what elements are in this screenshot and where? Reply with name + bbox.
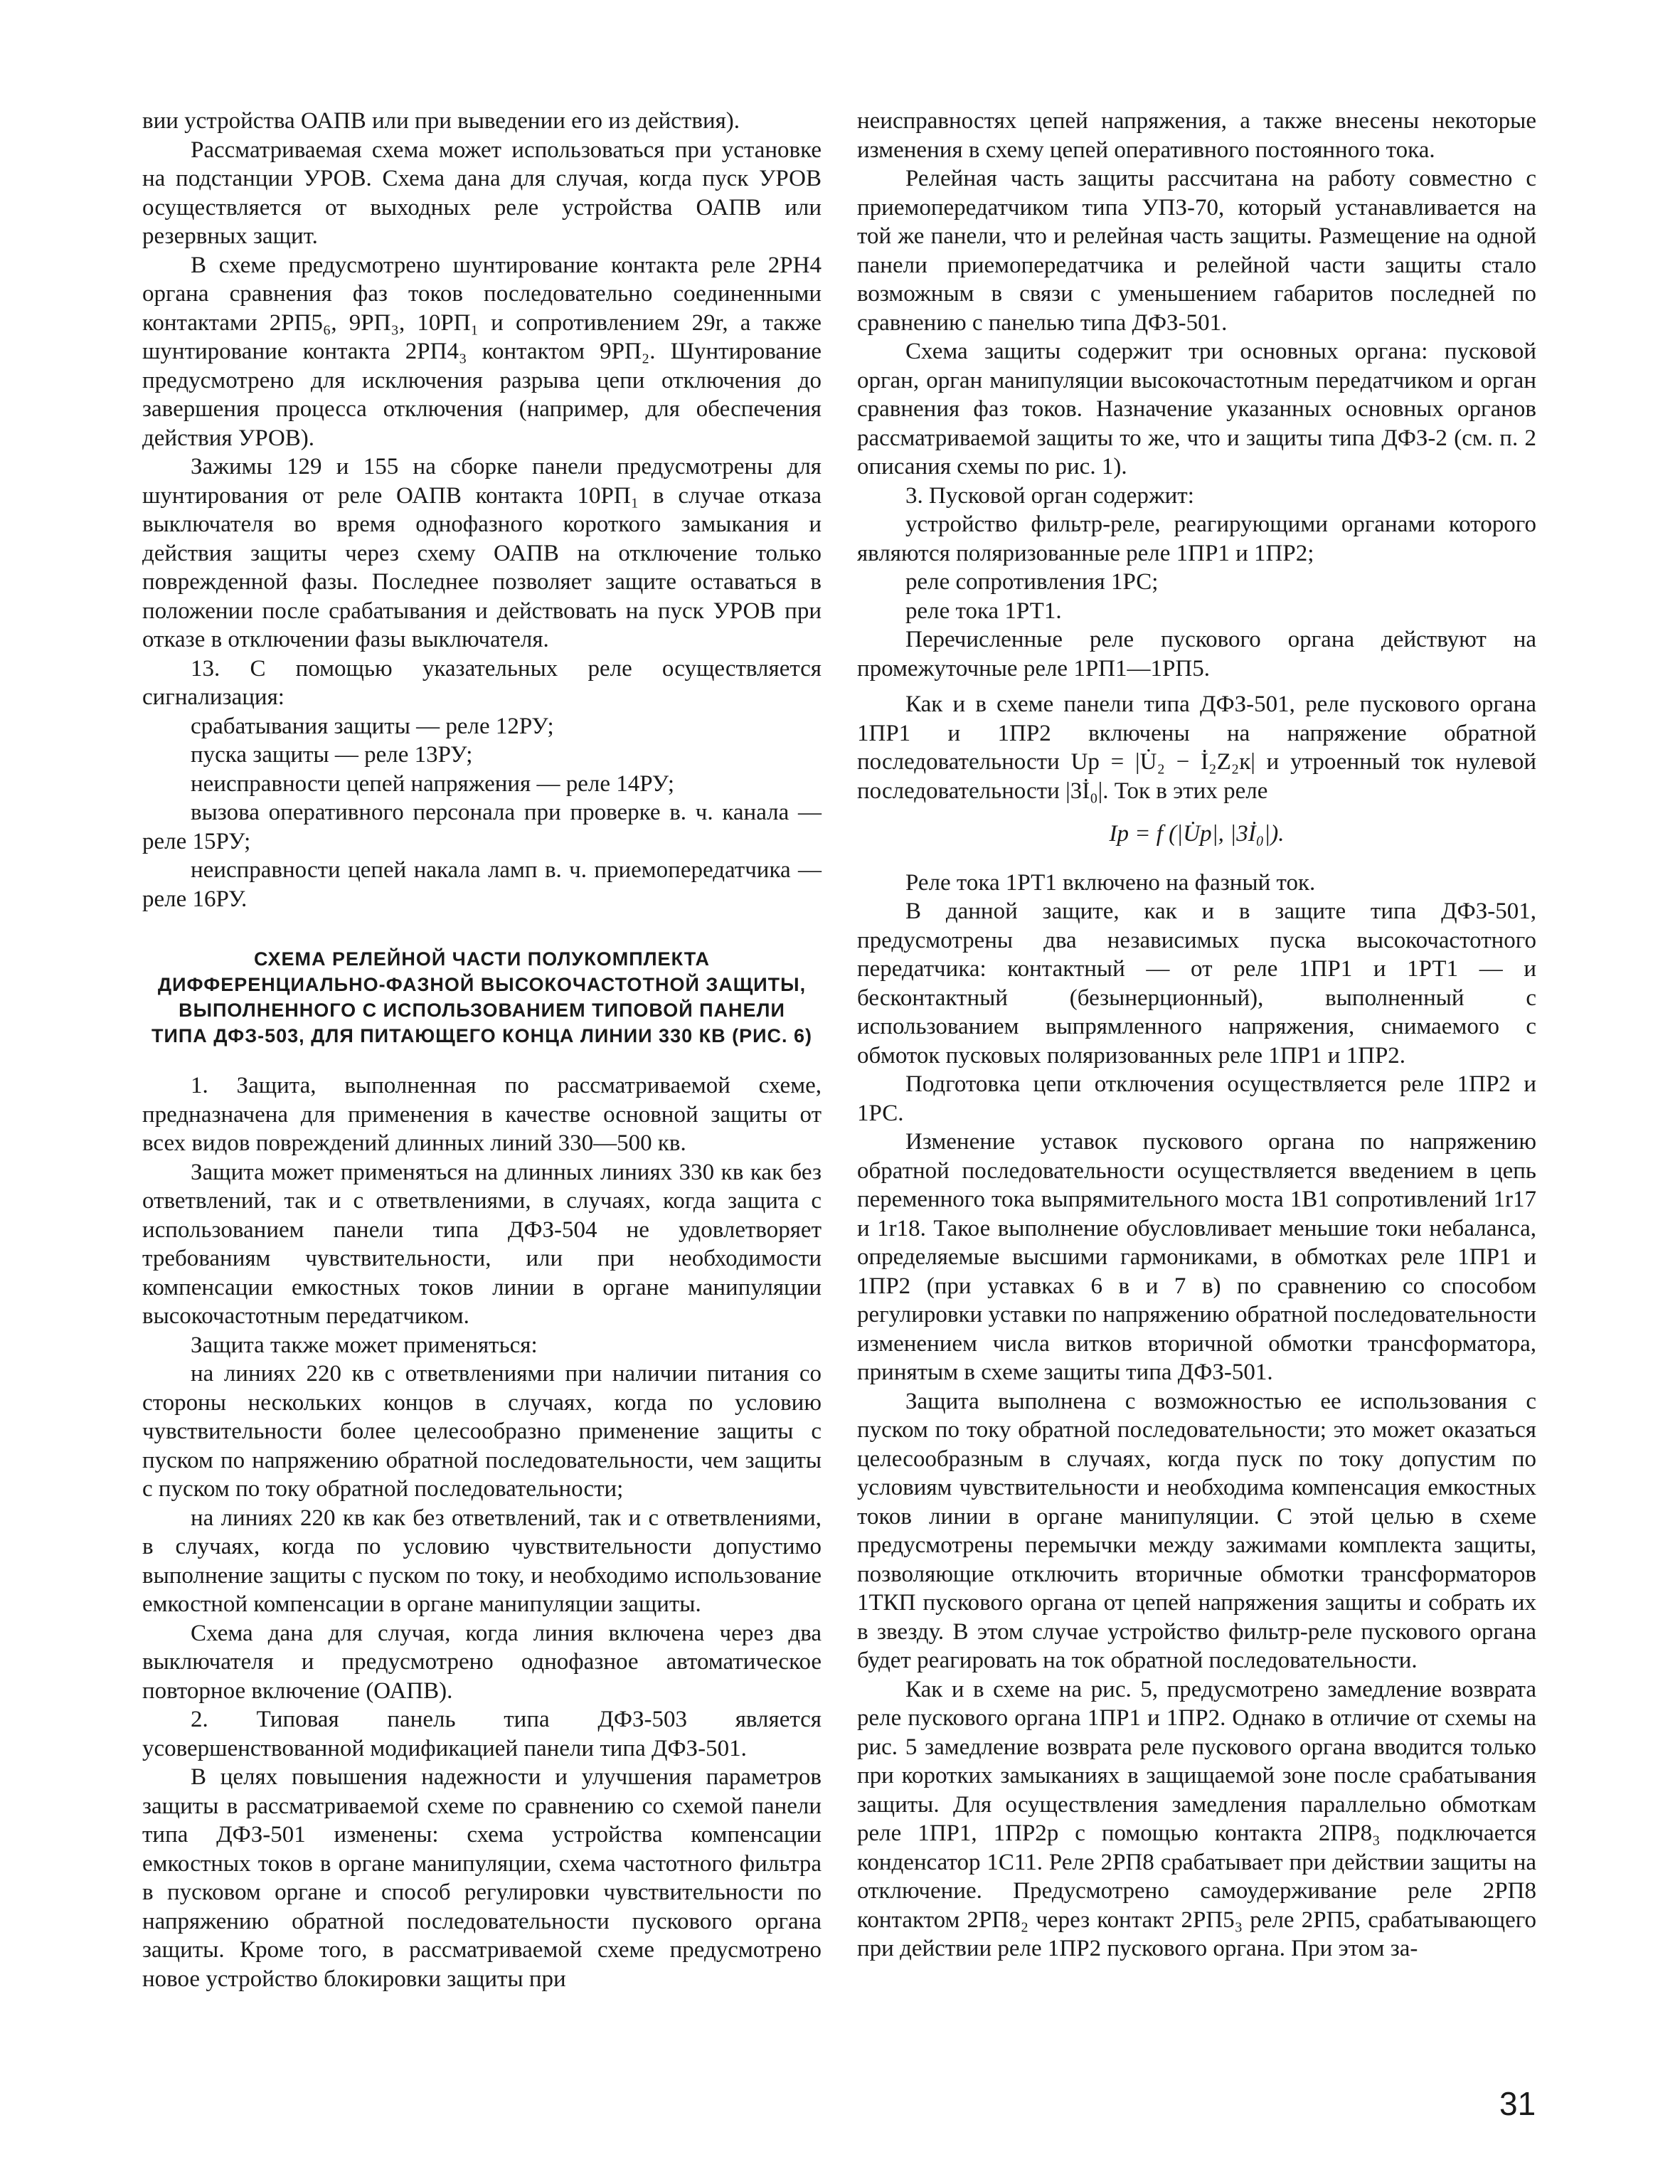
- paragraph: реле сопротивления 1РС;: [905, 569, 1159, 595]
- paragraph: Как и в схеме панели типа ДФЗ-501, реле пускового органа 1ПР1 и 1ПР2 включены на напряжение обратной последовательности Uр = |U̇₂ − İ₂Z₂к| и утроенный ток нулевой последовательности |3İ₀|. Ток в этих реле: [857, 691, 1536, 804]
- paragraph: Изменение уставок пускового органа по напряжению обратной последовательности осуществляется введением в цепь переменного тока выпрямительного моста 1В1 сопротивлений 1r17 и 1r18. Такое выполнение обусловливает меньшие токи небаланса, определяемые высшими гармониками, в обмотках реле 1ПР1 и 1ПР2 (при уставках 6 в и 7 в) по сравнению со способом регулировки уставки по напряжению обратной последовательности изменением числа витков вторичной обмотки трансформатора, принятым в схеме защиты типа ДФЗ-501.: [857, 1129, 1536, 1385]
- paragraph: Схема защиты содержит три основных органа: пусковой орган, орган манипуляции высокочастотным передатчиком и орган сравнения фаз токов. Назначение указанных основных органов рассматриваемой защиты то же, что и защиты типа ДФЗ-2 (см. п. 2 описания схемы по рис. 1).: [857, 339, 1536, 479]
- paragraph: 3. Пусковой орган содержит:: [905, 482, 1194, 509]
- paragraph: устройство фильтр-реле, реагирующими органами которого являются поляризованные реле 1ПР1 и 1ПР2;: [857, 511, 1536, 566]
- paragraph: Перечисленные реле пускового органа действуют на промежуточные реле 1РП1—1РП5.: [857, 627, 1536, 682]
- signal-list-item: вызова оперативного персонала при проверке в. ч. канала — реле 15РУ;: [142, 800, 822, 854]
- left-column: [142, 107, 822, 1993]
- right-column: [857, 107, 1536, 1963]
- paragraph: Как и в схеме на рис. 5, предусмотрено замедление возврата реле пускового органа 1ПР1 и 1ПР2. Однако в отличие от схемы на рис. 5 замедление возврата реле пускового органа вводится только при коротких замыканиях в защищаемой зоне после срабатывания защиты. Для осуществления замедления параллельно обмоткам реле 1ПР1, 1ПР2р с помощью контакта 2ПР8₃ подключается конденсатор 1С11. Реле 2РП8 срабатывает при действии защиты на отключение. Предусмотрено самоудерживание реле 2РП8 контактом 2РП8₂ через контакт 2РП5₃ реле 2РП5, срабатывающего при действии реле 1ПР2 пускового органа. При этом за-: [857, 1676, 1536, 1961]
- paragraph: 2. Типовая панель типа ДФЗ-503 является усовершенствованной модификацией панели типа ДФЗ-501.: [142, 1707, 822, 1761]
- signal-list-item: пуска защиты — реле 13РУ;: [191, 742, 473, 768]
- paragraph: неисправностях цепей напряжения, а также внесены некоторые изменения в схему цепей оперативного постоянного тока.: [857, 108, 1536, 163]
- signal-list-item: неисправности цепей напряжения — реле 14РУ;: [191, 770, 675, 797]
- signal-list-item: неисправности цепей накала ламп в. ч. приемопередатчика — реле 16РУ.: [142, 857, 822, 912]
- formula: Iр = f (|U̇р|, |3İ₀|).: [1109, 821, 1285, 847]
- paragraph: реле тока 1РТ1.: [905, 598, 1062, 624]
- paragraph: Зажимы 129 и 155 на сборке панели предусмотрены для шунтирования от реле ОАПВ контакта 10РП₁ в случае отказа выключателя во время однофазного короткого замыкания и действия защиты через схему ОАПВ на отключение только поврежденной фазы. Последнее позволяет защите оставаться в положении после срабатывания и действовать на пуск УРОВ при отказе в отключении фазы выключателя.: [142, 454, 822, 652]
- paragraph: Рассматриваемая схема может использоваться при установке на подстанции УРОВ. Схема дана для случая, когда пуск УРОВ осуществляется от выходных реле устройства ОАПВ или резервных защит.: [142, 137, 822, 249]
- page-number: 31: [1499, 2085, 1536, 2122]
- paragraph: 13. С помощью указательных реле осуществляется сигнализация:: [142, 655, 822, 710]
- paragraph: на линиях 220 кв как без ответвлений, так и с ответвлениями, в случаях, когда по условию чувствительности допустимо выполнение защиты с пуском по току, и необходимо использование емкостной компенсации в органе манипуляции защиты.: [142, 1505, 822, 1617]
- paragraph: Защита выполнена с возможностью ее использования с пуском по току обратной последовательности; это может оказаться целесообразным в случаях, когда пуск по току допустим по условиям чувствительности и необходима компенсация емкостных токов линии в органе манипуляции. С этой целью в схеме предусмотрены перемычки между зажимами комплекта защиты, позволяющие отключить вторичные обмотки трансформаторов 1ТКП пускового органа от цепей напряжения защиты и собрать их в звезду. В этом случае устройство фильтр-реле пускового органа будет реагировать на ток обратной последовательности.: [857, 1388, 1536, 1673]
- paragraph: 1. Защита, выполненная по рассматриваемой схеме, предназначена для применения в качестве основной защиты от всех видов повреждений длинных линий 330—500 кв.: [142, 1073, 822, 1156]
- signal-list-item: срабатывания защиты — реле 12РУ;: [191, 713, 554, 739]
- paragraph: Схема дана для случая, когда линия включена через два выключателя и предусмотрено однофазное автоматическое повторное включение (ОАПВ).: [142, 1620, 822, 1704]
- section-heading: СХЕМА РЕЛЕЙНОЙ ЧАСТИ ПОЛУКОМПЛЕКТА ДИФФЕРЕНЦИАЛЬНО-ФАЗНОЙ ВЫСОКОЧАСТОТНОЙ ЗАЩИТЫ, ВЫПОЛНЕННОГО С ИСПОЛЬЗОВАНИЕМ ТИПОВОЙ ПАНЕЛИ ТИПА ДФЗ-503, ДЛЯ ПИТАЮЩЕГО КОНЦА ЛИНИИ 330 КВ (РИС. 6): [151, 948, 812, 1046]
- paragraph: В данной защите, как и в защите типа ДФЗ-501, предусмотрены два независимых пуска высокочастотного передатчика: контактный — от реле 1ПР1 и 1РТ1 — и бесконтактный (безынерционный), выполненный с использованием выпрямленного напряжения, снимаемого с обмоток пусковых поляризованных реле 1ПР1 и 1ПР2.: [857, 898, 1536, 1069]
- paragraph: Защита также может применяться:: [191, 1332, 538, 1358]
- paragraph: Реле тока 1РТ1 включено на фазный ток.: [905, 869, 1316, 896]
- paragraph: Защита может применяться на длинных линиях 330 кв как без ответвлений, так и с ответвлениями, в случаях, когда защита с использованием панели типа ДФЗ-504 не удовлетворяет требованиям чувствительности, или при необходимости компенсации емкостных токов линии в органе манипуляции высокочастотным передатчиком.: [142, 1159, 822, 1329]
- paragraph: Подготовка цепи отключения осуществляется реле 1ПР2 и 1РС.: [857, 1071, 1536, 1126]
- paragraph: В схеме предусмотрено шунтирование контакта реле 2РН4 органа сравнения фаз токов последовательно соединенными контактами 2РП5₆, 9РП₃, 10РП₁ и сопротивлением 29r, а также шунтирование контакта 2РП4₃ контактом 9РП₂. Шунтирование предусмотрено для исключения разрыва цепи отключения до завершения процесса отключения (например, для обеспечения действия УРОВ).: [142, 252, 822, 451]
- paragraph: вии устройства ОАПВ или при выведении его из действия).: [142, 108, 740, 134]
- paragraph: на линиях 220 кв с ответвлениями при наличии питания со стороны нескольких концов в случаях, когда по условию чувствительности более целесообразно применение защиты с пуском по напряжению обратной последовательности, чем защиты с пуском по току обратной последовательности;: [142, 1361, 822, 1502]
- paragraph: Релейная часть защиты рассчитана на работу совместно с приемопередатчиком типа УПЗ-70, который устанавливается на той же панели, что и релейная часть защиты. Размещение на одной панели приемопередатчика и релейной части защиты стало возможным в связи с уменьшением габаритов последней по сравнению с панелью типа ДФЗ-501.: [857, 166, 1536, 336]
- paragraph: В целях повышения надежности и улучшения параметров защиты в рассматриваемой схеме по сравнению со схемой панели типа ДФЗ-501 изменены: схема устройства компенсации емкостных токов в органе манипуляции, схема частотного фильтра в пусковом органе и способ регулировки чувствительности по напряжению обратной последовательности пускового органа защиты. Кроме того, в рассматриваемой схеме предусмотрено новое устройство блокировки защиты при: [142, 1764, 822, 1992]
